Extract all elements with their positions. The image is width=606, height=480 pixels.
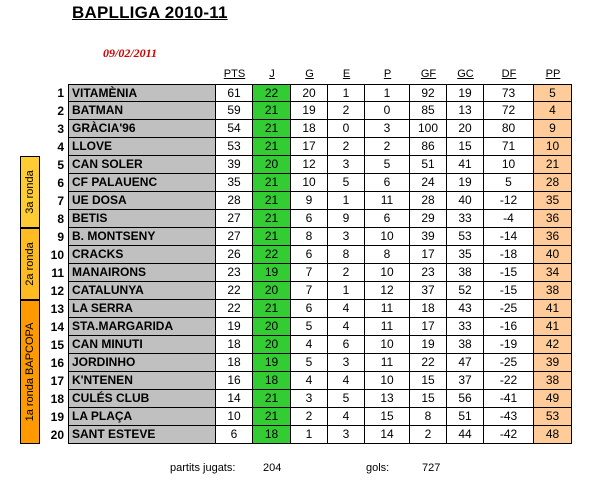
g-cell: 9	[291, 192, 328, 210]
pp-cell: 5	[534, 84, 572, 102]
goals-label: gols:	[366, 462, 390, 474]
table-row	[0, 174, 606, 192]
pts-cell: 10	[216, 408, 253, 426]
pp-cell: 21	[534, 156, 572, 174]
p-cell: 6	[365, 174, 410, 192]
gf-cell: 85	[410, 102, 447, 120]
position-cell: 20	[50, 428, 64, 442]
pts-cell: 35	[216, 174, 253, 192]
pp-cell: 38	[534, 282, 572, 300]
table-row	[0, 390, 606, 408]
j-cell: 18	[253, 426, 291, 444]
e-cell: 5	[328, 174, 365, 192]
table-row	[0, 156, 606, 174]
gc-cell: 33	[447, 318, 484, 336]
df-cell: -19	[484, 336, 534, 354]
g-cell: 19	[291, 102, 328, 120]
pts-cell: 59	[216, 102, 253, 120]
table-row	[0, 192, 606, 210]
j-cell: 21	[253, 390, 291, 408]
j-cell: 19	[253, 264, 291, 282]
table-row	[0, 228, 606, 246]
e-cell: 9	[328, 210, 365, 228]
p-cell: 3	[365, 120, 410, 138]
position-cell: 5	[57, 158, 64, 172]
g-cell: 20	[291, 84, 328, 102]
gf-cell: 17	[410, 246, 447, 264]
e-cell: 4	[328, 318, 365, 336]
p-cell: 10	[365, 228, 410, 246]
j-cell: 19	[253, 354, 291, 372]
j-cell: 20	[253, 156, 291, 174]
team-name-cell: LA PLAÇA	[68, 408, 216, 426]
df-cell: -41	[484, 390, 534, 408]
pp-cell: 34	[534, 264, 572, 282]
gc-cell: 47	[447, 354, 484, 372]
df-cell: 73	[484, 84, 534, 102]
round-group-label: 3a ronda	[24, 170, 36, 214]
g-cell: 12	[291, 156, 328, 174]
df-cell: -18	[484, 246, 534, 264]
g-cell: 5	[291, 318, 328, 336]
g-cell: 1	[291, 426, 328, 444]
pts-cell: 16	[216, 372, 253, 390]
p-cell: 11	[365, 354, 410, 372]
gf-cell: 37	[410, 282, 447, 300]
team-name-cell: BETIS	[68, 210, 216, 228]
pp-cell: 48	[534, 426, 572, 444]
pts-cell: 27	[216, 228, 253, 246]
j-cell: 22	[253, 246, 291, 264]
table-row	[0, 318, 606, 336]
header-df: DF	[501, 68, 517, 80]
p-cell: 11	[365, 192, 410, 210]
pp-cell: 38	[534, 372, 572, 390]
team-name-cell: GRÀCIA'96	[68, 120, 216, 138]
gf-cell: 92	[410, 84, 447, 102]
e-cell: 1	[328, 282, 365, 300]
gc-cell: 44	[447, 426, 484, 444]
header-e: E	[342, 68, 351, 80]
pts-cell: 26	[216, 246, 253, 264]
p-cell: 12	[365, 282, 410, 300]
pts-cell: 27	[216, 210, 253, 228]
team-name-cell: LA SERRA	[68, 300, 216, 318]
table-row	[0, 300, 606, 318]
page-title: BAPLLIGA 2010-11	[72, 3, 228, 22]
df-cell: -15	[484, 282, 534, 300]
e-cell: 1	[328, 84, 365, 102]
p-cell: 11	[365, 318, 410, 336]
g-cell: 6	[291, 210, 328, 228]
df-cell: -4	[484, 210, 534, 228]
pp-cell: 28	[534, 174, 572, 192]
df-cell: -42	[484, 426, 534, 444]
pp-cell: 4	[534, 102, 572, 120]
team-name-cell: STA.MARGARIDA	[68, 318, 216, 336]
pts-cell: 28	[216, 192, 253, 210]
gc-cell: 40	[447, 192, 484, 210]
e-cell: 0	[328, 120, 365, 138]
gf-cell: 15	[410, 390, 447, 408]
table-row	[0, 102, 606, 120]
p-cell: 13	[365, 390, 410, 408]
e-cell: 3	[328, 156, 365, 174]
pp-cell: 53	[534, 408, 572, 426]
j-cell: 22	[253, 84, 291, 102]
update-date: 09/02/2011	[103, 46, 158, 60]
j-cell: 21	[253, 120, 291, 138]
gc-cell: 19	[447, 84, 484, 102]
played-value: 204	[263, 462, 282, 474]
team-name-cell: SANT ESTEVE	[68, 426, 216, 444]
gc-cell: 20	[447, 120, 484, 138]
gc-cell: 15	[447, 138, 484, 156]
pts-cell: 61	[216, 84, 253, 102]
df-cell: -25	[484, 300, 534, 318]
pts-cell: 22	[216, 282, 253, 300]
g-cell: 5	[291, 354, 328, 372]
header-pts: PTS	[223, 68, 246, 80]
df-cell: -22	[484, 372, 534, 390]
header-j: J	[269, 68, 275, 80]
g-cell: 6	[291, 300, 328, 318]
gf-cell: 17	[410, 318, 447, 336]
g-cell: 4	[291, 336, 328, 354]
j-cell: 20	[253, 336, 291, 354]
position-cell: 19	[50, 410, 64, 424]
gc-cell: 19	[447, 174, 484, 192]
table-row	[0, 84, 606, 102]
p-cell: 6	[365, 210, 410, 228]
position-cell: 13	[50, 302, 64, 316]
position-cell: 6	[57, 176, 64, 190]
df-cell: -25	[484, 354, 534, 372]
df-cell: 10	[484, 156, 534, 174]
position-cell: 18	[50, 392, 64, 406]
position-cell: 8	[57, 212, 64, 226]
pp-cell: 41	[534, 300, 572, 318]
pts-cell: 6	[216, 426, 253, 444]
df-cell: -43	[484, 408, 534, 426]
pts-cell: 39	[216, 156, 253, 174]
team-name-cell: JORDINHO	[68, 354, 216, 372]
pp-cell: 41	[534, 318, 572, 336]
position-cell: 2	[57, 104, 64, 118]
p-cell: 2	[365, 138, 410, 156]
pp-cell: 39	[534, 354, 572, 372]
gf-cell: 8	[410, 408, 447, 426]
position-cell: 12	[50, 284, 64, 298]
table-row	[0, 264, 606, 282]
gc-cell: 43	[447, 300, 484, 318]
table-row	[0, 372, 606, 390]
e-cell: 2	[328, 102, 365, 120]
table-row	[0, 210, 606, 228]
gf-cell: 15	[410, 372, 447, 390]
gf-cell: 39	[410, 228, 447, 246]
j-cell: 21	[253, 408, 291, 426]
goals-value: 727	[422, 462, 441, 474]
gf-cell: 100	[410, 120, 447, 138]
position-cell: 10	[50, 248, 64, 262]
pp-cell: 42	[534, 336, 572, 354]
pts-cell: 19	[216, 318, 253, 336]
position-cell: 9	[57, 230, 64, 244]
p-cell: 10	[365, 264, 410, 282]
g-cell: 17	[291, 138, 328, 156]
position-cell: 14	[50, 320, 64, 334]
gc-cell: 38	[447, 264, 484, 282]
p-cell: 1	[365, 84, 410, 102]
pp-cell: 10	[534, 138, 572, 156]
df-cell: -12	[484, 192, 534, 210]
j-cell: 21	[253, 300, 291, 318]
g-cell: 8	[291, 228, 328, 246]
team-name-cell: B. MONTSENY	[68, 228, 216, 246]
j-cell: 21	[253, 228, 291, 246]
gc-cell: 56	[447, 390, 484, 408]
df-cell: 72	[484, 102, 534, 120]
header-g: G	[305, 68, 314, 80]
position-cell: 4	[57, 140, 64, 154]
team-name-cell: CATALUNYA	[68, 282, 216, 300]
position-cell: 7	[57, 194, 64, 208]
pp-cell: 36	[534, 228, 572, 246]
pts-cell: 53	[216, 138, 253, 156]
df-cell: -15	[484, 264, 534, 282]
gc-cell: 38	[447, 336, 484, 354]
gf-cell: 18	[410, 300, 447, 318]
pp-cell: 35	[534, 192, 572, 210]
pp-cell: 36	[534, 210, 572, 228]
e-cell: 4	[328, 408, 365, 426]
e-cell: 1	[328, 192, 365, 210]
header-gc: GC	[457, 68, 474, 80]
pts-cell: 18	[216, 336, 253, 354]
table-row	[0, 120, 606, 138]
gf-cell: 86	[410, 138, 447, 156]
g-cell: 2	[291, 408, 328, 426]
g-cell: 6	[291, 246, 328, 264]
p-cell: 8	[365, 246, 410, 264]
position-cell: 17	[50, 374, 64, 388]
g-cell: 4	[291, 372, 328, 390]
team-name-cell: K'NTENEN	[68, 372, 216, 390]
e-cell: 4	[328, 300, 365, 318]
g-cell: 18	[291, 120, 328, 138]
team-name-cell: UE DOSA	[68, 192, 216, 210]
e-cell: 3	[328, 426, 365, 444]
table-row	[0, 282, 606, 300]
table-row	[0, 138, 606, 156]
e-cell: 8	[328, 246, 365, 264]
p-cell: 11	[365, 300, 410, 318]
p-cell: 0	[365, 102, 410, 120]
gc-cell: 13	[447, 102, 484, 120]
df-cell: 80	[484, 120, 534, 138]
team-name-cell: MANAIRONS	[68, 264, 216, 282]
position-cell: 16	[50, 356, 64, 370]
j-cell: 20	[253, 282, 291, 300]
pts-cell: 54	[216, 120, 253, 138]
table-row	[0, 354, 606, 372]
team-name-cell: CAN MINUTI	[68, 336, 216, 354]
j-cell: 21	[253, 138, 291, 156]
round-group-label: 1a ronda BAPCOPA	[24, 322, 36, 422]
round-group-label: 2a ronda	[24, 242, 36, 286]
df-cell: 71	[484, 138, 534, 156]
e-cell: 3	[328, 354, 365, 372]
j-cell: 21	[253, 174, 291, 192]
team-name-cell: BATMAN	[68, 102, 216, 120]
g-cell: 7	[291, 282, 328, 300]
e-cell: 4	[328, 372, 365, 390]
p-cell: 10	[365, 336, 410, 354]
played-label: partits jugats:	[170, 462, 236, 474]
gf-cell: 24	[410, 174, 447, 192]
g-cell: 7	[291, 264, 328, 282]
team-name-cell: CULÉS CLUB	[68, 390, 216, 408]
gf-cell: 28	[410, 192, 447, 210]
gc-cell: 51	[447, 408, 484, 426]
gc-cell: 41	[447, 156, 484, 174]
p-cell: 15	[365, 408, 410, 426]
gf-cell: 19	[410, 336, 447, 354]
gc-cell: 35	[447, 246, 484, 264]
table-row	[0, 336, 606, 354]
team-name-cell: VITAMÈNIA	[68, 84, 216, 102]
pp-cell: 40	[534, 246, 572, 264]
gc-cell: 53	[447, 228, 484, 246]
table-row	[0, 426, 606, 444]
position-cell: 1	[57, 86, 64, 100]
p-cell: 5	[365, 156, 410, 174]
gc-cell: 37	[447, 372, 484, 390]
gf-cell: 23	[410, 264, 447, 282]
g-cell: 3	[291, 390, 328, 408]
position-cell: 11	[51, 266, 64, 280]
e-cell: 6	[328, 336, 365, 354]
j-cell: 21	[253, 192, 291, 210]
e-cell: 2	[328, 264, 365, 282]
position-cell: 3	[57, 122, 64, 136]
gf-cell: 51	[410, 156, 447, 174]
table-row	[0, 246, 606, 264]
team-name-cell: CAN SOLER	[68, 156, 216, 174]
df-cell: 5	[484, 174, 534, 192]
header-gf: GF	[420, 68, 437, 80]
header-p: P	[383, 68, 392, 80]
gf-cell: 29	[410, 210, 447, 228]
position-cell: 15	[50, 338, 64, 352]
e-cell: 5	[328, 390, 365, 408]
team-name-cell: LLOVE	[68, 138, 216, 156]
pts-cell: 22	[216, 300, 253, 318]
pts-cell: 14	[216, 390, 253, 408]
j-cell: 21	[253, 210, 291, 228]
j-cell: 21	[253, 102, 291, 120]
p-cell: 10	[365, 372, 410, 390]
pp-cell: 49	[534, 390, 572, 408]
gc-cell: 33	[447, 210, 484, 228]
gc-cell: 52	[447, 282, 484, 300]
pts-cell: 18	[216, 354, 253, 372]
p-cell: 14	[365, 426, 410, 444]
j-cell: 18	[253, 372, 291, 390]
gf-cell: 2	[410, 426, 447, 444]
table-row	[0, 408, 606, 426]
e-cell: 2	[328, 138, 365, 156]
gf-cell: 22	[410, 354, 447, 372]
e-cell: 3	[328, 228, 365, 246]
df-cell: -14	[484, 228, 534, 246]
team-name-cell: CRACKS	[68, 246, 216, 264]
pp-cell: 9	[534, 120, 572, 138]
j-cell: 20	[253, 318, 291, 336]
team-name-cell: CF PALAUENC	[68, 174, 216, 192]
header-pp: PP	[545, 68, 561, 80]
pts-cell: 23	[216, 264, 253, 282]
g-cell: 10	[291, 174, 328, 192]
df-cell: -16	[484, 318, 534, 336]
